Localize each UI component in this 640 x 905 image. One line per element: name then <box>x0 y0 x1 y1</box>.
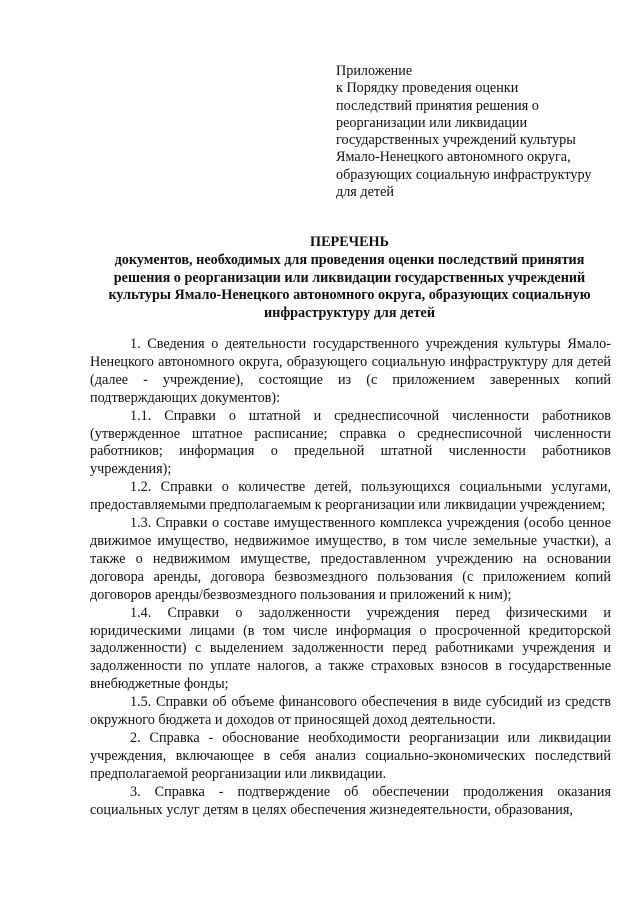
document-title <box>86 234 613 323</box>
appendix-line: к Порядку проведения оценки <box>336 80 519 97</box>
paragraph-1-2: 1.2. Справки о количестве детей, пользующихся социальными услугами, предоставляемыми предполагаемым к реорганизации или ликвидации учреждением; <box>90 479 611 514</box>
appendix-note <box>336 63 616 201</box>
paragraph-1-5: 1.5. Справки об объеме финансового обеспечения в виде субсидий из средств окружного бюджета и доходов от приносящей доход деятельности. <box>90 694 611 729</box>
paragraph-1-3: 1.3. Справки о составе имущественного комплекса учреждения (особо ценное движимое имущество, недвижимое имущество, в том числе земельные участки), а также о недвижимом имуществе, предоставленном учреждению на основании договора аренды, договора безвозмездного пользования (с приложением копий договоров аренды/безвозмездного пользования и приложений к ним); <box>90 515 611 603</box>
appendix-line: государственных учреждений культуры <box>336 132 576 149</box>
appendix-line: для детей <box>336 184 394 201</box>
document-body <box>90 336 611 819</box>
paragraph-1-1: 1.1. Справки о штатной и среднесписочной численности работников (утвержденное штатное расписание; справка о среднесписочной численности работников; информация о предельной штатной численности работников учреждения); <box>90 407 611 478</box>
appendix-line: реорганизации или ликвидации <box>336 114 528 131</box>
title-subtitle: документов, необходимых для проведения оценки последствий принятия решения о реорганизации или ликвидации государственных учреждений культуры Ямало-Ненецкого автономного округа, образующих социальную инфраструктуру для детей <box>108 251 591 322</box>
paragraph-1: 1. Сведения о деятельности государственного учреждения культуры Ямало-Ненецкого автономного округа, образующего социальную инфраструктуру для детей (далее - учреждение), состоящие из (с приложением заверенных копий подтверждающих документов): <box>90 336 611 406</box>
appendix-line: Приложение <box>336 63 413 79</box>
appendix-line: Ямало-Ненецкого автономного округа, <box>336 149 571 166</box>
appendix-line: образующих социальную инфраструктуру <box>336 166 592 183</box>
paragraph-2: 2. Справка - обоснование необходимости реорганизации или ликвидации учреждения, включающее в себя анализ социально-экономических последствий предполагаемой реорганизации или ликвидации. <box>90 729 611 782</box>
paragraph-1-4: 1.4. Справки о задолженности учреждения перед физическими и юридическими лицами (в том числе информация о просроченной кредиторской задолженности) с выделением задолженности перед работниками учреждения и задолженности по уплате налогов, а также страховых взносов в государственные внебюджетные фонды; <box>90 604 611 693</box>
title-heading: ПЕРЕЧЕНЬ <box>310 234 389 250</box>
paragraph-3: 3. Справка - подтверждение об обеспечении продолжения оказания социальных услуг детям в целях обеспечения жизнедеятельности, образования, <box>90 783 611 818</box>
appendix-line: последствий принятия решения о <box>336 97 539 114</box>
